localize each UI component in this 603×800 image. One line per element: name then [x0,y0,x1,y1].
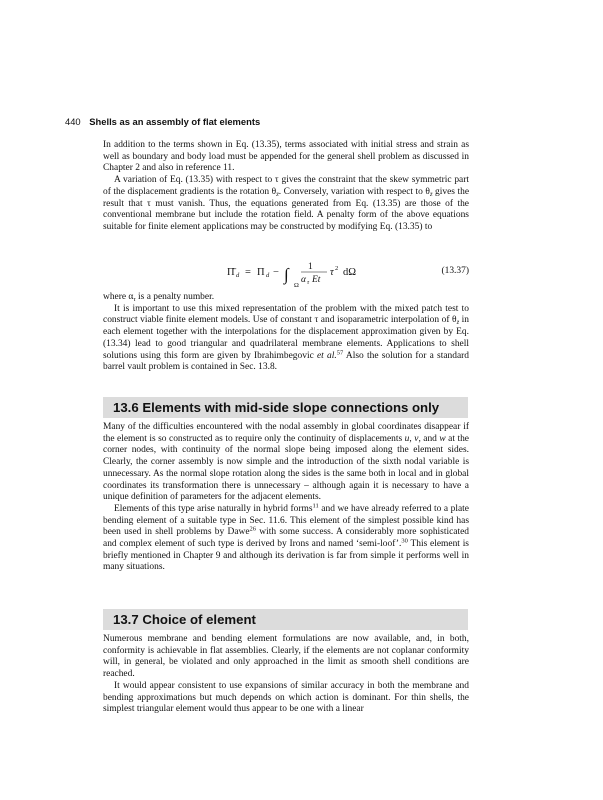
eq-frac-num: 1 [308,262,313,272]
eq-tau-sup: 2 [335,265,339,272]
text-block-section-13-7 [103,634,469,716]
page-number: 440 [65,116,81,127]
paragraph: It would appear consistent to use expansions of similar accuracy in both the membrane and bending approximations but much depends on which action is dominant. For thin shells, the simplest triangular element would thus appear to be one with a linear [103,680,469,715]
equation-number: (13.37) [441,266,469,276]
paragraph: In addition to the terms shown in Eq. (13.35), terms associated with initial stress and strain as well as boundary and body load must be appended for the general shell problem as discussed in Chapter 2 and also in reference 11. [103,140,469,174]
eq-frac-alpha-sub: τ [307,280,310,286]
eq-dOmega: dΩ [343,267,357,278]
eq-lhs: Π̄ [227,267,235,278]
eq-lhs-sub: d [236,272,240,279]
eq-integral: ∫ [284,265,289,284]
eq-domain: Ω [294,282,299,289]
text-block-intro [103,140,469,234]
equation-13-37 [103,258,469,290]
eq-frac-et: Et [312,275,321,285]
running-title: Shells as an assembly of flat elements [89,116,261,127]
text-block-section-13-6 [103,422,469,574]
paragraph: Many of the difficulties encountered with the nodal assembly in global coordinates disappear if the element is so constructed as to require only the continuity of displacements u, v, and w at the corner nodes, with continuity of the normal slope being imposed along the element sides. Clearly, the corner assembly is now simple and the introduction of the sixth nodal variable is unnecessary. As the normal slope rotation along the sides is the same both in local and in global coordinates its transformation there is unnecessary – although again it is necessary to have a unique definition of parameters for the adjacent elements. [103,422,469,503]
eq-tau: τ [330,267,334,278]
eq-frac-alpha: α [301,275,306,285]
running-header [65,116,260,127]
equation-graphic [103,258,403,290]
paragraph: It is important to use this mixed representation of the problem with the mixed patch test to construct viable finite element models. Use of constant τ and isoparametric interpolation of $\theta_{z̄}$ in each element together with the interpolations for the displacement approximation given by Eq. (13.34) lead to good triangular and quadrilateral membrane elements. Applications to shell solutions using this form are given by Ibrahimbegovic et al.$^{57}$ Also the solution for a standard barrel vault problem is contained in Sec. 13.8. [103,303,469,373]
paragraph: Numerous membrane and bending element formulations are now available, and, in both, conformity is achievable in flat assemblies. Clearly, if the elements are not coplanar conformity will, in general, be violated and only approached in the limit as smooth shell conditions are reached. [103,634,469,680]
section-heading-13-7: 13.7 Choice of element [103,609,468,630]
eq-equals: = [245,267,251,278]
paragraph: A variation of Eq. (13.35) with respect to τ gives the constraint that the skew symmetric part of the displacement gradients is the rotation $\theta_{z̄}$. Conversely, variation with respect to $\theta_{z̄}$ gives the result that τ must vanish. Thus, the equations generated from Eq. (13.35) are those of the conventional membrane but include the rotation field. A penalty form of the above equations suitable for finite element applications may be constructed by modifying Eq. (13.35) to [103,175,470,232]
text-block-penalty [103,292,469,374]
eq-minus: − [273,267,279,278]
section-heading-13-6: 13.6 Elements with mid-side slope connections only [103,397,468,418]
paragraph: where $\alpha_\tau$ is a penalty number. [103,292,215,303]
paragraph: Elements of this type arise naturally in hybrid forms$^{11}$ and we have already referred to a plate bending element of a suitable type in Sec. 11.6. This element of the simplest possible kind has been used in shell problems by Dawe$^{26}$ with some success. A considerably more sophisticated and complex element of such type is derived by Irons and named ‘semi-loof’.$^{30}$ This element is briefly mentioned in Chapter 9 and although its derivation is far from simple it performs well in many situations. [103,502,469,573]
eq-pi: Π [257,267,265,278]
eq-pi-sub: d [266,272,270,279]
